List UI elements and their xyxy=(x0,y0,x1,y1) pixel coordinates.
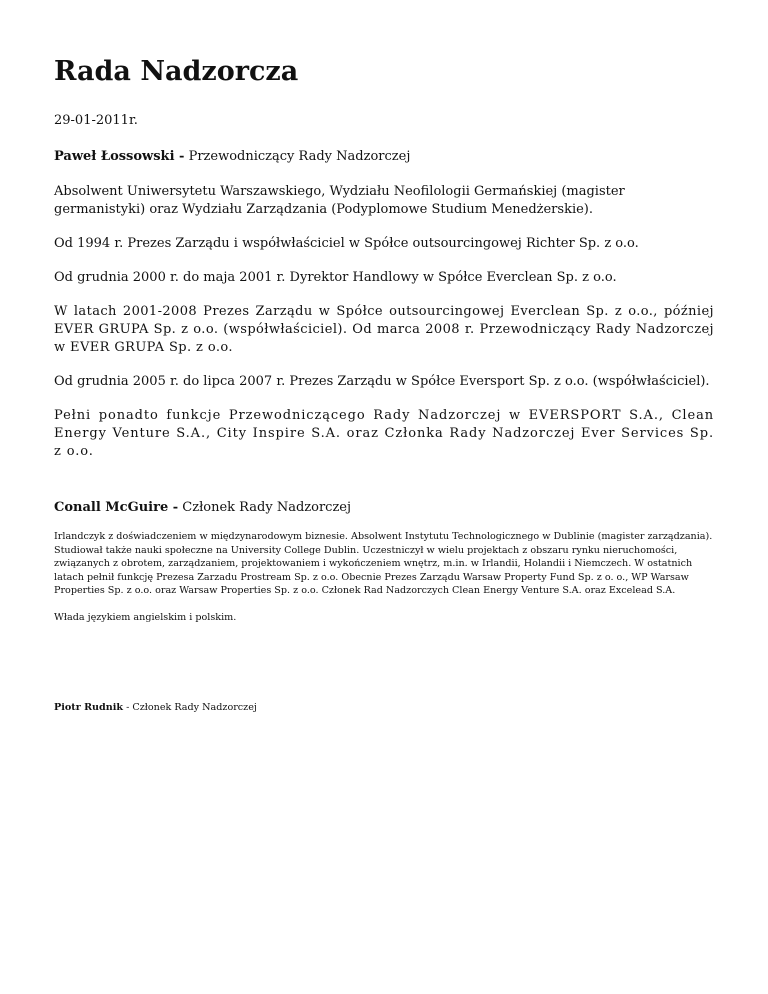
member-name: Piotr Rudnik xyxy=(54,702,124,713)
member-name: Conall McGuire - xyxy=(54,500,179,515)
member-role: Członek Rady Nadzorczej xyxy=(178,500,352,515)
member-paragraph: Irlandczyk z doświadczeniem w międzynarodowym biznesie. Absolwent Instytutu Technologicznego w Dublinie (magister zarządzania). Studiował także nauki społeczne na University College Dublin. Uczestniczył w wielu projektach z obszaru rynku nieruchomości, związanych z obrotem, zarządzaniem, projektowaniem i wykończeniem wnętrz, m.in. w Irlandii, Holandii i Niemczech. W ostatnich latach pełnił funkcję Prezesa Zarzadu Prostream Sp. z o.o. Obecnie Prezes Zarządu Warsaw Property Fund Sp. z o. o., WP Warsaw Properties Sp. z o.o. oraz Warsaw Properties Sp. z o.o. Członek Rad Nadzorczych Clean Energy Venture S.A. oraz Excelead S.A. xyxy=(54,531,713,596)
member-name: Paweł Łossowski - xyxy=(54,149,185,164)
member-paragraph: Od 1994 r. Prezes Zarządu i współwłaściciel w Spółce outsourcingowej Richter Sp. z o.o. xyxy=(54,236,639,251)
member-section xyxy=(54,148,714,461)
member-paragraph: Od grudnia 2000 r. do maja 2001 r. Dyrektor Handlowy w Spółce Everclean Sp. z o.o. xyxy=(54,270,617,285)
member-role: Przewodniczący Rady Nadzorczej xyxy=(184,149,411,164)
document-date: 29-01-2011r. xyxy=(54,113,138,128)
member-paragraph: Absolwent Uniwersytetu Warszawskiego, Wydziału Neofilologii Germańskiej (magister germanistyki) oraz Wydziału Zarządzania (Podyplomowe Studium Menedżerskie). xyxy=(54,184,625,217)
member-heading xyxy=(54,499,714,517)
member-role: - Członek Rady Nadzorczej xyxy=(123,702,257,713)
member-section xyxy=(54,499,714,624)
member-paragraph: Od grudnia 2005 r. do lipca 2007 r. Prezes Zarządu w Spółce Eversport Sp. z o.o. (współwłaściciel). xyxy=(54,374,710,389)
member-heading xyxy=(54,701,714,715)
member-paragraph: W latach 2001-2008 Prezes Zarządu w Spółce outsourcingowej Everclean Sp. z o.o., później EVER GRUPA Sp. z o.o. (współwłaściciel). Od marca 2008 r. Przewodniczący Rady Nadzorczej w EVER GRUPA Sp. z o.o. xyxy=(54,304,714,355)
member-heading xyxy=(54,148,714,166)
member-paragraph: Włada językiem angielskim i polskim. xyxy=(54,611,237,623)
member-section xyxy=(54,701,714,715)
page-title: Rada Nadzorcza xyxy=(54,56,299,87)
member-paragraph: Pełni ponadto funkcje Przewodniczącego Rady Nadzorczej w EVERSPORT S.A., Clean Energy Venture S.A., City Inspire S.A. oraz Członka Rady Nadzorczej Ever Services Sp. z o.o. xyxy=(54,408,714,459)
